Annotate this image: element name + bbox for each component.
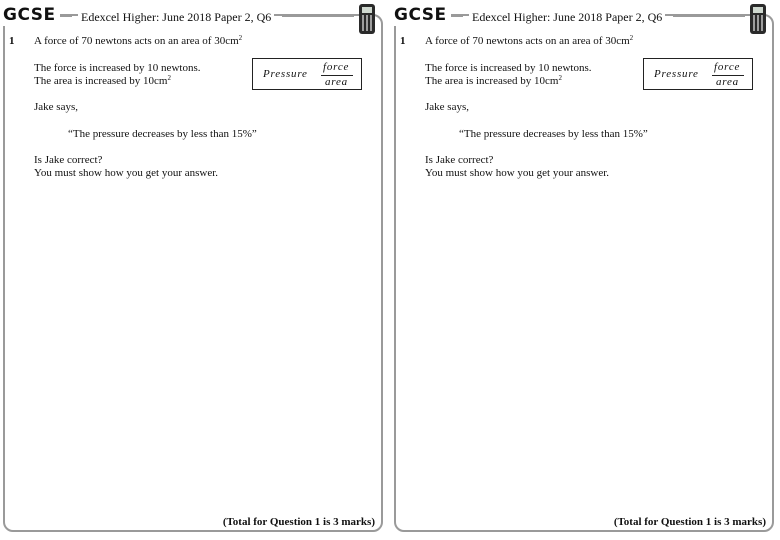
pressure-formula-box: [252, 58, 362, 90]
question-line-show-working: You must show how you get your answer.: [34, 167, 219, 179]
formula-denominator: area: [325, 76, 348, 88]
superscript: 2: [238, 34, 243, 42]
question-line-jake-says: Jake says,: [34, 101, 78, 113]
formula-numerator: force: [714, 61, 741, 73]
calculator-screen: [753, 7, 763, 13]
question-line-force-area: [34, 35, 242, 48]
question-line-area-increase: [425, 75, 562, 88]
question-number: 1: [400, 35, 406, 47]
question-text: The area is increased by 10cm: [425, 75, 559, 87]
worksheet-left: [0, 0, 388, 536]
page-header: [391, 2, 779, 28]
question-line-force-increase: The force is increased by 10 newtons.: [425, 62, 592, 74]
question-text: A force of 70 newtons acts on an area of 30cm: [425, 35, 630, 47]
page-frame: [3, 14, 383, 532]
question-line-show-working: You must show how you get your answer.: [425, 167, 610, 179]
question-number: 1: [9, 35, 15, 47]
pressure-formula-box: [643, 58, 753, 90]
gcse-logo: GCSE: [394, 4, 451, 26]
jake-quote: “The pressure decreases by less than 15%”: [459, 128, 648, 140]
question-line-area-increase: [34, 75, 171, 88]
header-divider: [673, 15, 745, 17]
calculator-keys: [753, 15, 763, 31]
paper-title: Edexcel Higher: June 2018 Paper 2, Q6: [469, 9, 665, 25]
formula-label: Pressure: [654, 68, 699, 80]
superscript: 2: [629, 34, 634, 42]
question-line-is-jake-correct: Is Jake correct?: [425, 154, 494, 166]
formula-label: Pressure: [263, 68, 308, 80]
total-marks: (Total for Question 1 is 3 marks): [222, 516, 375, 528]
calculator-icon: [750, 4, 766, 34]
formula-numerator: force: [323, 61, 350, 73]
jake-quote: “The pressure decreases by less than 15%”: [68, 128, 257, 140]
page-frame: [394, 14, 774, 532]
calculator-keys: [362, 15, 372, 31]
superscript: 2: [167, 74, 171, 82]
page-header: [0, 2, 388, 28]
question-line-force-increase: The force is increased by 10 newtons.: [34, 62, 201, 74]
calculator-screen: [362, 7, 372, 13]
gcse-logo: GCSE: [3, 4, 60, 26]
question-line-is-jake-correct: Is Jake correct?: [34, 154, 103, 166]
question-text: A force of 70 newtons acts on an area of 30cm: [34, 35, 239, 47]
paper-title: Edexcel Higher: June 2018 Paper 2, Q6: [78, 9, 274, 25]
question-line-jake-says: Jake says,: [425, 101, 469, 113]
question-line-force-area: [425, 35, 633, 48]
calculator-icon: [359, 4, 375, 34]
worksheet-right: [391, 0, 779, 536]
formula-denominator: area: [716, 76, 739, 88]
header-divider: [282, 15, 354, 17]
total-marks: (Total for Question 1 is 3 marks): [613, 516, 766, 528]
superscript: 2: [558, 74, 562, 82]
question-text: The area is increased by 10cm: [34, 75, 168, 87]
